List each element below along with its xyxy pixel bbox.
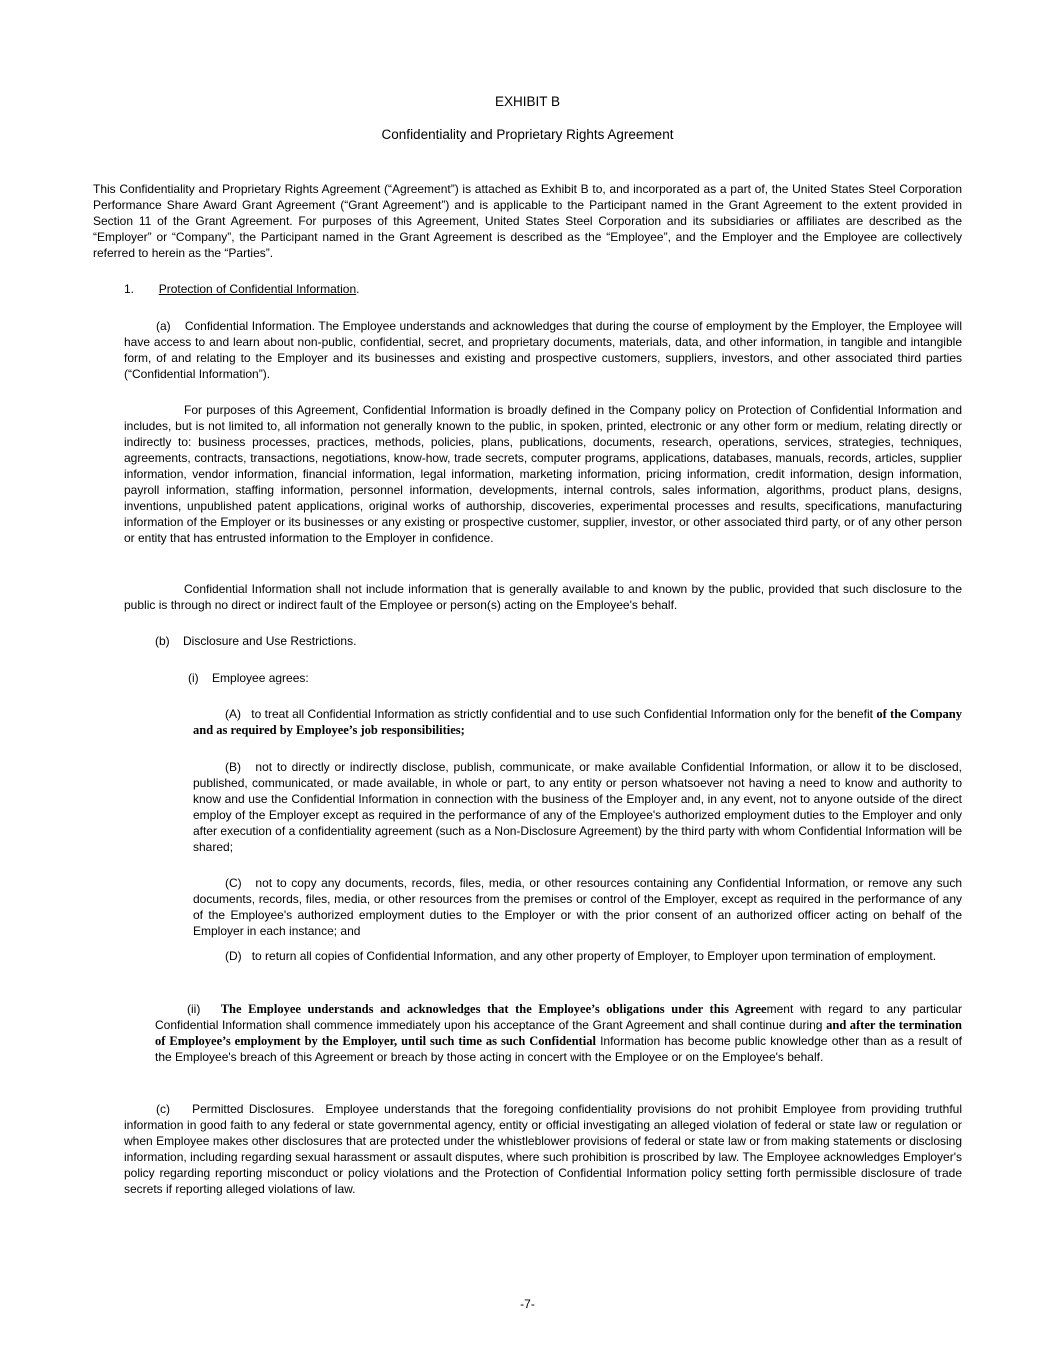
paragraph-D	[193, 948, 962, 964]
section-number: 1.	[124, 282, 135, 296]
clause-label: (i)	[188, 671, 199, 685]
paragraph-1c	[124, 1101, 962, 1197]
intro-paragraph: This Confidentiality and Proprietary Rights Agreement (“Agreement”) is attached as Exhibit B to, and incorporated as a part of, the United States Steel Corporation Performance Share Award Grant Agreement (“Grant Agreement”) and is applicable to the Participant named in the Grant Agreement to the extent provided in Section 11 of the Grant Agreement. For purposes of this Agreement, United States Steel Corporation and its subsidiaries or affiliates are described as the “Employer” or “Company”, the Participant named in the Grant Agreement is described as the “Employee”, and the Employer and the Employee are collectively referred to herein as the “Parties”.	[93, 182, 962, 260]
item-label: (C)	[225, 876, 242, 890]
document-title: Confidentiality and Proprietary Rights Agreement	[381, 127, 674, 142]
clause-text: Employee understands that the foregoing confidentiality provisions do not prohibit Employee from providing truthful information in good faith to any federal or state governmental agency, entity or official investigating an alleged violation of federal or state law or regulation or when Employee makes other disclosures that are protected under the whistleblower provisions of federal or state law or from making statements or disclosing information, including regarding sexual harassment or assault disputes, where such prohibition is proscribed by law. The Employee acknowledges Employer's policy regarding reporting misconduct or policy violations and the Protection of Confidential Information policy setting forth permissible disclosure of trade secrets if reporting alleged violations of law.	[124, 1102, 962, 1196]
paragraph-1b-heading	[155, 633, 962, 649]
item-text: not to directly or indirectly disclose, publish, communicate, or make available Confidential Information, or allow it to be disclosed, published, communicated, or made available, in whole or part, to any entity or person whatsoever not having a need to know and authority to know and use the Confidential Information in connection with the business of the Employer and, in any event, not to anyone outside of the direct employ of the Employer except as required in the performance of any of the Employee's authorized employment duties to the Employer and only after execution of a confidentiality agreement (such as a Non-Disclosure Agreement) by the third party with whom Confidential Information will be shared;	[193, 760, 962, 854]
clause-label: (ii)	[187, 1002, 201, 1016]
clause-text-1: ment with regard to any particular Confidential Information shall commence immediately upon his acceptance of the Grant Agreement and shall continue during	[155, 1002, 962, 1032]
paragraph-1b-ii	[155, 1001, 962, 1065]
clause-text-2: Information has become public knowledge other than as a result of the Employee's breach of this Agreement or breach by those acting in concert with the Employee or on the Employee's behalf.	[155, 1034, 962, 1064]
paragraph-1a	[124, 318, 962, 382]
clause-label: (c)	[156, 1102, 170, 1116]
item-text: not to copy any documents, records, files, media, or other resources containing any Confidential Information, or remove any such documents, records, files, media, or other resources from the premises or control of the Employer, except as required in the performance of any of the Employee's authorized employment duties to the Employer or with the prior consent of an authorized officer acting on behalf of the Employer in each instance; and	[193, 876, 962, 938]
paragraph-1a-definition: For purposes of this Agreement, Confidential Information is broadly defined in the Company policy on Protection of Confidential Information and includes, but is not limited to, all information not generally known to the public, in spoken, printed, electronic or any other form or medium, relating directly or indirectly to: business processes, practices, methods, policies, plans, publications, documents, research, operations, services, strategies, techniques, agreements, contracts, transactions, negotiations, know-how, trade secrets, computer programs, applications, databases, manuals, records, articles, supplier information, vendor information, financial information, legal information, marketing information, pricing information, credit information, design information, payroll information, staffing information, personnel information, developments, internal controls, sales information, algorithms, product plans, designs, inventions, unpublished patent applications, original works of authorship, discoveries, experimental processes and results, specifications, manufacturing information of the Employer or its businesses or any existing or prospective customer, supplier, investor, or other associated third party, or of any other person or entity that has entrusted information to the Employer in confidence.	[124, 403, 962, 545]
paragraph-1b-i	[188, 670, 962, 686]
clause-heading: Disclosure and Use Restrictions.	[183, 634, 357, 648]
item-text-bold: of the Company and as required by Employee’s job responsibilities;	[193, 707, 962, 737]
clause-text-bold-1: The Employee understands and acknowledges that the Employee’s obligations under this Agree	[220, 1002, 767, 1016]
clause-text-bold-2: and after the termination of Employee’s employment by the Employer, until such time as such Confidential	[155, 1018, 962, 1048]
section-heading-period: .	[356, 282, 360, 296]
page-number: -7-	[520, 1297, 535, 1311]
clause-text: Employee agrees:	[212, 671, 309, 685]
section-1-heading	[124, 281, 962, 297]
clause-label: (a)	[156, 319, 171, 333]
item-text: to return all copies of Confidential Information, and any other property of Employer, to Employer upon termination of employment.	[251, 949, 937, 963]
paragraph-B	[193, 759, 962, 855]
item-text: to treat all Confidential Information as strictly confidential and to use such Confidential Information only for the benefit	[251, 707, 873, 721]
clause-heading: Permitted Disclosures.	[192, 1102, 315, 1116]
paragraph-A	[193, 706, 962, 738]
exhibit-label: EXHIBIT B	[494, 94, 561, 109]
clause-text: The Employee understands and acknowledges that during the course of employment by the Employer, the Employee will have access to and learn about non-public, confidential, secret, and proprietary documents, materials, data, and other information, in tangible and intangible form, of and relating to the Employer and its businesses and existing and prospective customers, suppliers, investors, and other associated third parties (“Confidential Information”).	[124, 319, 962, 381]
clause-label: (b)	[155, 634, 170, 648]
paragraph-1a-exclusion: Confidential Information shall not include information that is generally available to and known by the public, provided that such disclosure to the public is through no direct or indirect fault of the Employee or person(s) acting on the Employee's behalf.	[124, 582, 962, 612]
clause-heading: Confidential Information.	[184, 319, 316, 333]
item-label: (B)	[225, 760, 241, 774]
paragraph-C	[193, 875, 962, 939]
section-heading: Protection of Confidential Information	[158, 282, 357, 296]
item-label: (D)	[225, 949, 242, 963]
item-label: (A)	[225, 707, 241, 721]
